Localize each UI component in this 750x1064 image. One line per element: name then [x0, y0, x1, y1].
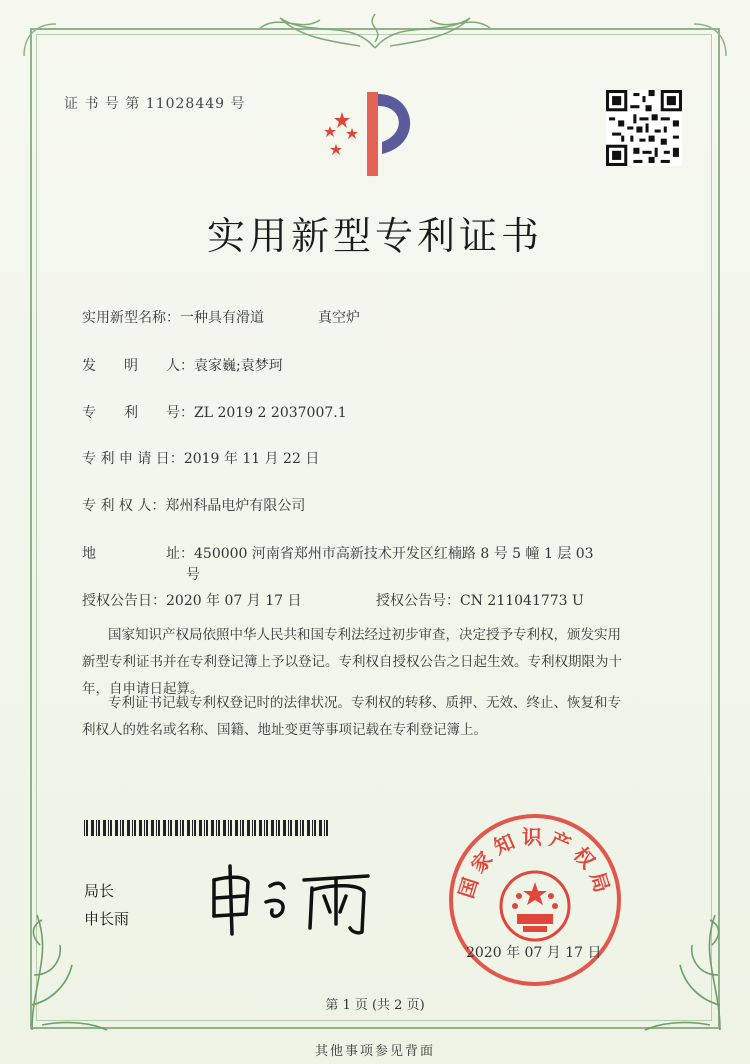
filing-date-value: 2019 年 11 月 22 日 [183, 451, 320, 467]
grant-number-label: 授权公告号： [376, 593, 460, 609]
name-label: 实用新型名称： [82, 310, 180, 326]
official-seal [445, 810, 625, 990]
qr-code [606, 90, 682, 166]
page-number: 第 1 页 (共 2 页) [325, 998, 425, 1013]
inventor-value: 袁家巍;袁梦珂 [194, 358, 283, 374]
national-emblem [501, 872, 569, 940]
barcode [84, 820, 332, 836]
grant-number-row [376, 590, 584, 610]
signer-name: 申长雨 [84, 910, 130, 928]
address-label: 地 址： [82, 546, 194, 562]
address-value-continued: 号 [186, 567, 200, 583]
utility-model-name-row [82, 307, 264, 327]
name-value-continued: 真空炉 [318, 310, 360, 326]
grant-date-value: 2020 年 07 月 17 日 [166, 593, 302, 609]
certificate-title: 实用新型专利证书 [206, 214, 543, 258]
grant-date-label: 授权公告日： [82, 593, 166, 609]
grant-date-row [82, 590, 302, 610]
patent-office-logo [312, 84, 432, 180]
para1-line3: 年，自申请日起算。 [82, 681, 204, 697]
inventor-label: 发 明 人： [82, 358, 194, 374]
grant-number-value: CN 211041773 U [460, 593, 584, 609]
seal-text: 国家知识产权局 [453, 825, 617, 902]
patentee-value: 郑州科晶电炉有限公司 [165, 498, 306, 514]
address-value: 450000 河南省郑州市高新技术开发区红楠路 8 号 5 幢 1 层 03 [194, 546, 594, 562]
inventor-row [82, 355, 283, 375]
certificate-number: 证 书 号 第 11028449 号 [64, 96, 246, 112]
signer-role: 局长 [84, 882, 115, 900]
para2-line1: 专利证书记载专利权登记时的法律状况。专利权的转移、质押、无效、终止、恢复和专 [108, 695, 621, 711]
back-note: 其他事项参见背面 [314, 1044, 435, 1059]
corner-ornament-tr [690, 20, 730, 60]
address-row [82, 543, 594, 563]
patent-number-row [82, 402, 347, 422]
bottom-right-ornament [640, 905, 730, 1035]
corner-ornament-tl [20, 20, 60, 60]
legal-status-paragraph [82, 690, 674, 744]
filing-date-row [82, 448, 319, 468]
seal-date: 2020 年 07 月 17 日 [466, 945, 602, 961]
para1-line2: 新型专利证书并在专利登记簿上予以登记。专利权自授权公告之日起生效。专利权期限为十 [82, 654, 622, 670]
patentee-label: 专 利 权 人： [82, 498, 166, 514]
patentee-row [82, 495, 305, 515]
para2-line2: 利权人的姓名或名称、国籍、地址变更等事项记载在专利登记簿上。 [82, 722, 487, 738]
top-ornament [240, 8, 510, 52]
patent-number-label: 专 利 号： [82, 405, 194, 421]
handwritten-signature [200, 858, 380, 938]
para1-line1: 国家知识产权局依照中华人民共和国专利法经过初步审查，决定授予专利权，颁发实用 [108, 627, 621, 643]
name-value: 一种具有滑道 [180, 310, 264, 326]
patent-number-value: ZL 2019 2 2037007.1 [194, 405, 347, 421]
filing-date-label: 专 利 申 请 日： [82, 451, 184, 467]
